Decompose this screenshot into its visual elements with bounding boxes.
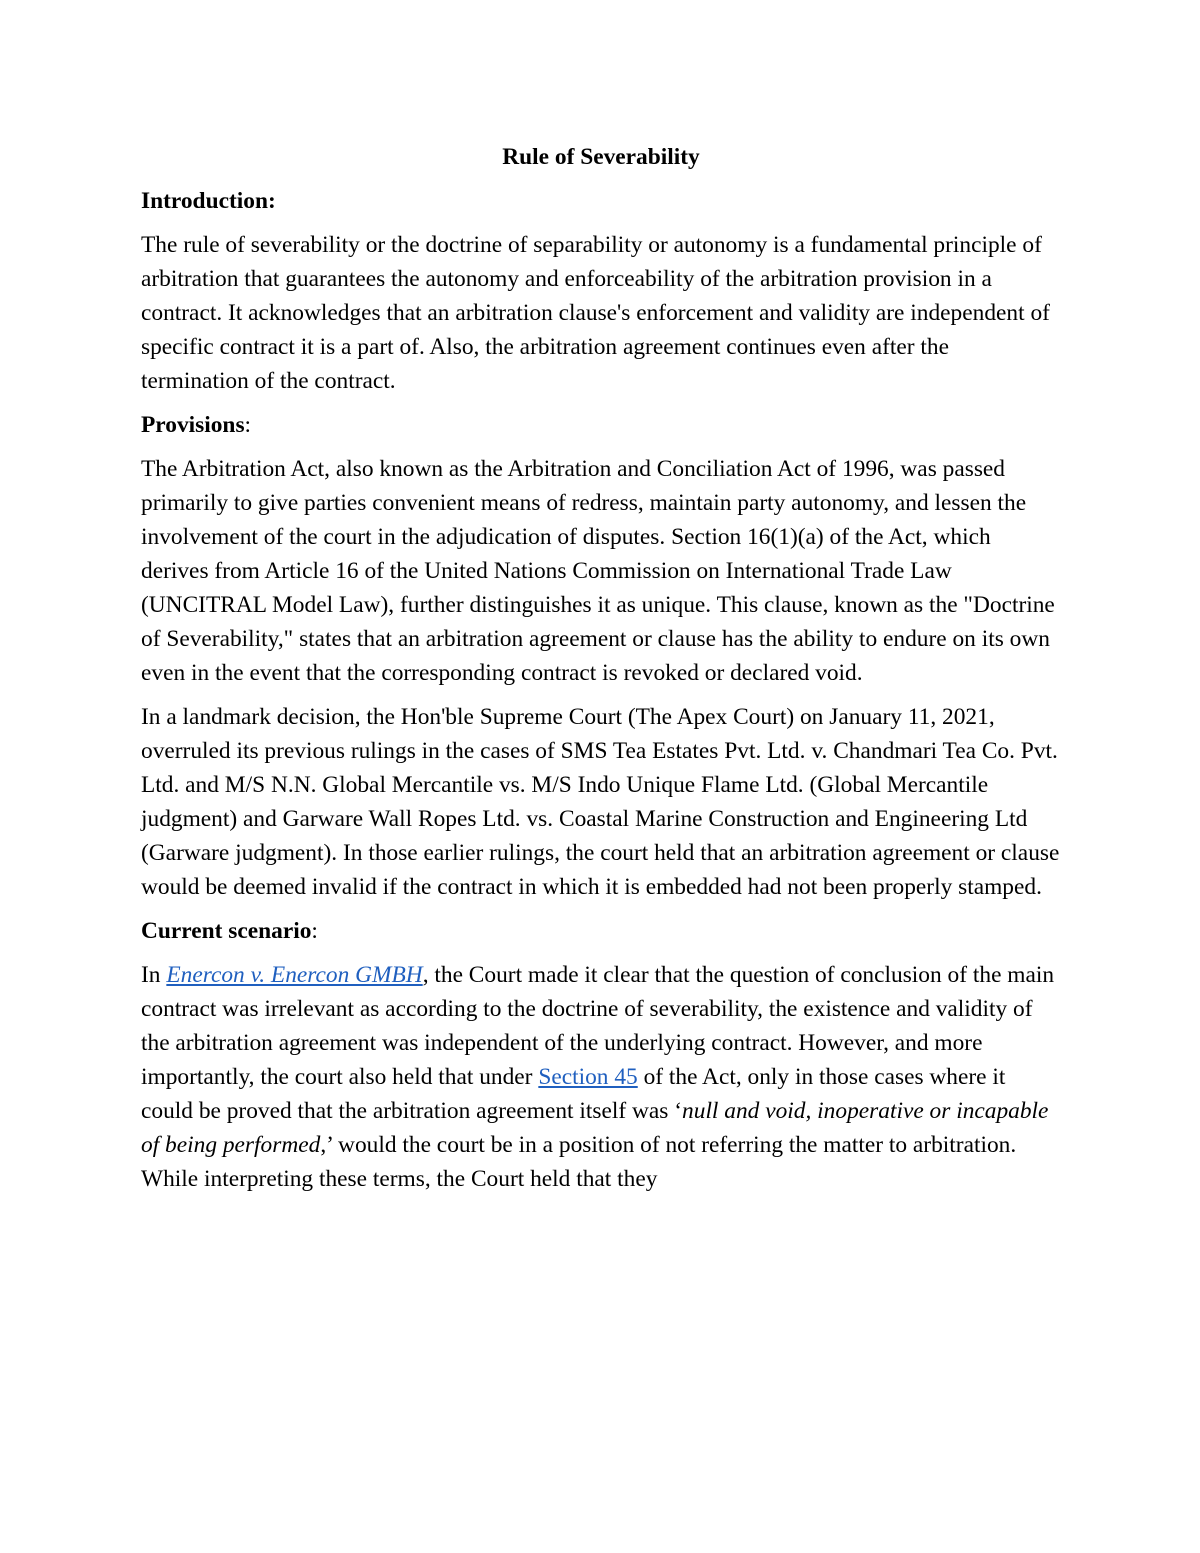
current-scenario-paragraph bbox=[141, 958, 1061, 1196]
section-45-link[interactable]: Section 45 bbox=[538, 1064, 638, 1090]
document-title: Rule of Severability bbox=[502, 144, 700, 170]
provisions-heading-colon: : bbox=[244, 412, 252, 438]
current-scenario-heading-text: Current scenario bbox=[141, 918, 312, 944]
scenario-text-end: ,’ would the court be in a position of not referring the matter to arbitration. While interpreting these terms, the Court held that they bbox=[141, 1132, 1017, 1192]
scenario-text-start: In bbox=[141, 962, 167, 988]
document-body bbox=[141, 140, 1061, 1206]
enercon-case-link[interactable]: Enercon v. Enercon GMBH bbox=[166, 962, 423, 988]
scenario-text-mid-2: of the Act, only in those cases where it could be proved that the arbitration agreement itself was ‘ bbox=[141, 1064, 1006, 1124]
current-scenario-heading bbox=[141, 914, 1061, 948]
current-scenario-heading-colon: : bbox=[311, 918, 318, 944]
provisions-heading bbox=[141, 408, 1061, 442]
provisions-paragraph-2: In a landmark decision, the Hon'ble Supreme Court (The Apex Court) on January 11, 2021, overruled its previous rulings in the cases of SMS Tea Estates Pvt. Ltd. v. Chandmari Tea Co. Pvt. Ltd. and M/S N.N. Global Mercantile vs. M/S Indo Unique Flame Ltd. (Global Mercantile judgment) and Garware Wall Ropes Ltd. vs. Coastal Marine Construction and Engineering Ltd (Garware judgment). In those earlier rulings, the court held that an arbitration agreement or clause would be deemed invalid if the contract in which it is embedded had not been properly stamped. bbox=[141, 704, 1060, 900]
introduction-paragraph: The rule of severability or the doctrine of separability or autonomy is a fundamental principle of arbitration that guarantees the autonomy and enforceability of the arbitration provision in a contract. It acknowledges that an arbitration clause's enforcement and validity are independent of specific contract it is a part of. Also, the arbitration agreement continues even after the termination of the contract. bbox=[141, 232, 1050, 394]
provisions-heading-text: Provisions bbox=[141, 412, 245, 438]
provisions-paragraph-1: The Arbitration Act, also known as the Arbitration and Conciliation Act of 1996, was passed primarily to give parties convenient means of redress, maintain party autonomy, and lessen the involvement of the court in the adjudication of disputes. Section 16(1)(a) of the Act, which derives from Article 16 of the United Nations Commission on International Trade Law (UNCITRAL Model Law), further distinguishes it as unique. This clause, known as the "Doctrine of Severability," states that an arbitration agreement or clause has the ability to endure on its own even in the event that the corresponding contract is revoked or declared void. bbox=[141, 456, 1055, 686]
null-and-void-quote: null and void, inoperative or incapable of being performed bbox=[141, 1098, 1049, 1158]
introduction-heading: Introduction: bbox=[141, 188, 276, 214]
scenario-text-mid-1: , the Court made it clear that the question of conclusion of the main contract was irrelevant as according to the doctrine of severability, the existence and validity of the arbitration agreement was independent of the underlying contract. However, and more importantly, the court also held that under bbox=[141, 962, 1055, 1090]
